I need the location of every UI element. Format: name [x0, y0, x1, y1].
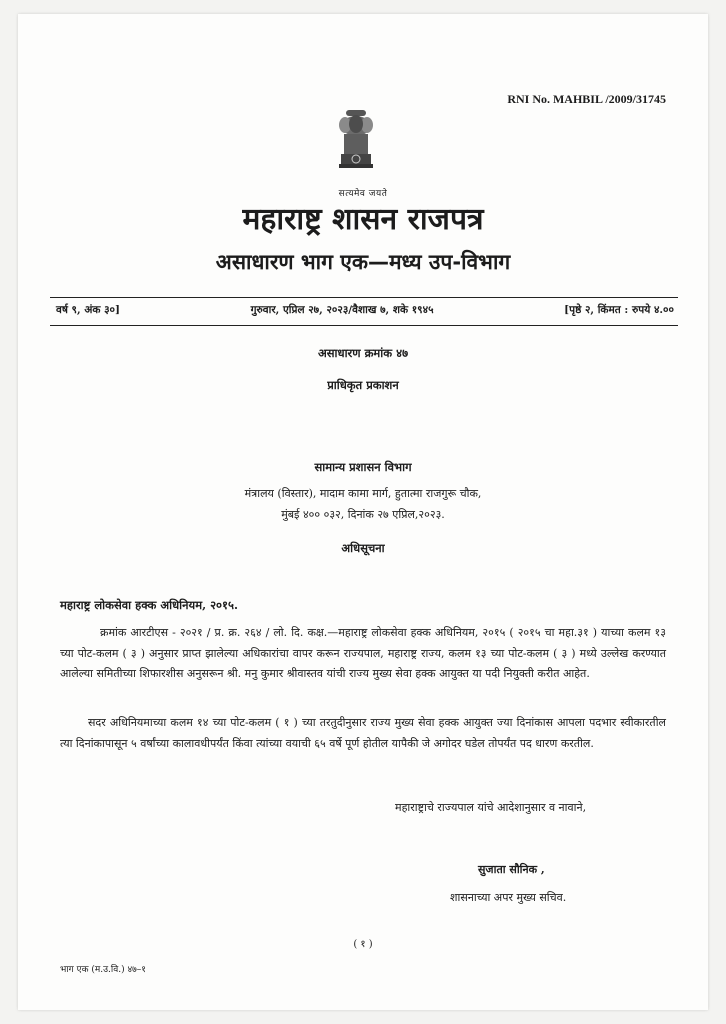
- footer-code: भाग एक (म.उ.वि.) ४७–१: [60, 965, 146, 975]
- notification-heading: अधिसूचना: [341, 541, 385, 555]
- issue-date: गुरुवार, एप्रिल २७, २०२३/वैशाख ७, शके १९४५: [250, 304, 434, 316]
- department-address-line1: मंत्रालय (विस्तार), मादाम कामा मार्ग, हुतात्मा राजगुरू चौक,: [244, 487, 482, 500]
- signatory-name: सुजाता सौनिक ,: [478, 863, 545, 876]
- governor-order-line: महाराष्ट्राचे राज्यपाल यांचे आदेशानुसार व नावाने,: [395, 801, 587, 814]
- department-name: सामान्य प्रशासन विभाग: [314, 460, 412, 474]
- page-number: ( १ ): [353, 939, 373, 950]
- divider-bottom: [50, 325, 678, 326]
- pages-price: [पृष्ठे २, किंमत : रुपये ४.००: [564, 304, 674, 316]
- authorised-publication: प्राधिकृत प्रकाशन: [327, 378, 399, 392]
- issue-meta-bar: [56, 303, 674, 317]
- act-title: महाराष्ट्र लोकसेवा हक्क अधिनियम, २०१५.: [60, 598, 239, 612]
- rni-number: RNI No. MAHBIL /2009/31745: [507, 92, 666, 106]
- volume-issue: वर्ष ९, अंक ३०]: [56, 304, 120, 316]
- signatory-designation: शासनाच्या अपर मुख्य सचिव.: [450, 891, 567, 904]
- divider-top: [50, 297, 678, 298]
- gazette-subtitle: असाधारण भाग एक—मध्य उप-विभाग: [215, 250, 511, 274]
- gazette-title: महाराष्ट्र शासन राजपत्र: [242, 202, 484, 237]
- paragraph-appointment: क्रमांक आरटीएस - २०२१ / प्र. क्र. २६४ / लो. दि. कक्ष.—महाराष्ट्र लोकसेवा हक्क अधिनियम, २०१५ ( २०१५ चा महा.३१ ) याच्या कलम १३ च्या पोट-कलम ( ३ ) अनुसार प्राप्त झालेल्या अधिकारांचा वापर करून राज्यपाल, महाराष्ट्र राज्य, कलम १३ च्या पोट-कलम ( ३ ) मध्ये उल्लेख करण्यात आलेल्या समितीच्या शिफारशीस अनुसरून श्री. मनु कुमार श्रीवास्तव यांची राज्य मुख्य सेवा हक्क आयुक्त या पदी नियुक्ती करीत आहेत.: [60, 626, 666, 680]
- extraordinary-number: असाधारण क्रमांक ४७: [317, 346, 409, 360]
- emblem-motto: सत्यमेव जयते: [338, 189, 388, 199]
- paragraph-tenure: सदर अधिनियमाच्या कलम १४ च्या पोट-कलम ( १ ) च्या तरतुदीनुसार राज्य मुख्य सेवा हक्क आयुक्त ज्या दिनांकास आपला पदभार स्वीकारतील त्या दिनांकापासून ५ वर्षांच्या कालावधीपर्यंत किंवा त्यांच्या वयाची ६५ वर्षे पूर्ण होतील यापैकी जे अगोदर घडेल तोपर्यंत पद धारण करतील.: [60, 716, 666, 750]
- state-emblem-icon: [332, 108, 380, 184]
- department-address-line2: मुंबई ४०० ०३२, दिनांक २७ एप्रिल,२०२३.: [281, 508, 445, 521]
